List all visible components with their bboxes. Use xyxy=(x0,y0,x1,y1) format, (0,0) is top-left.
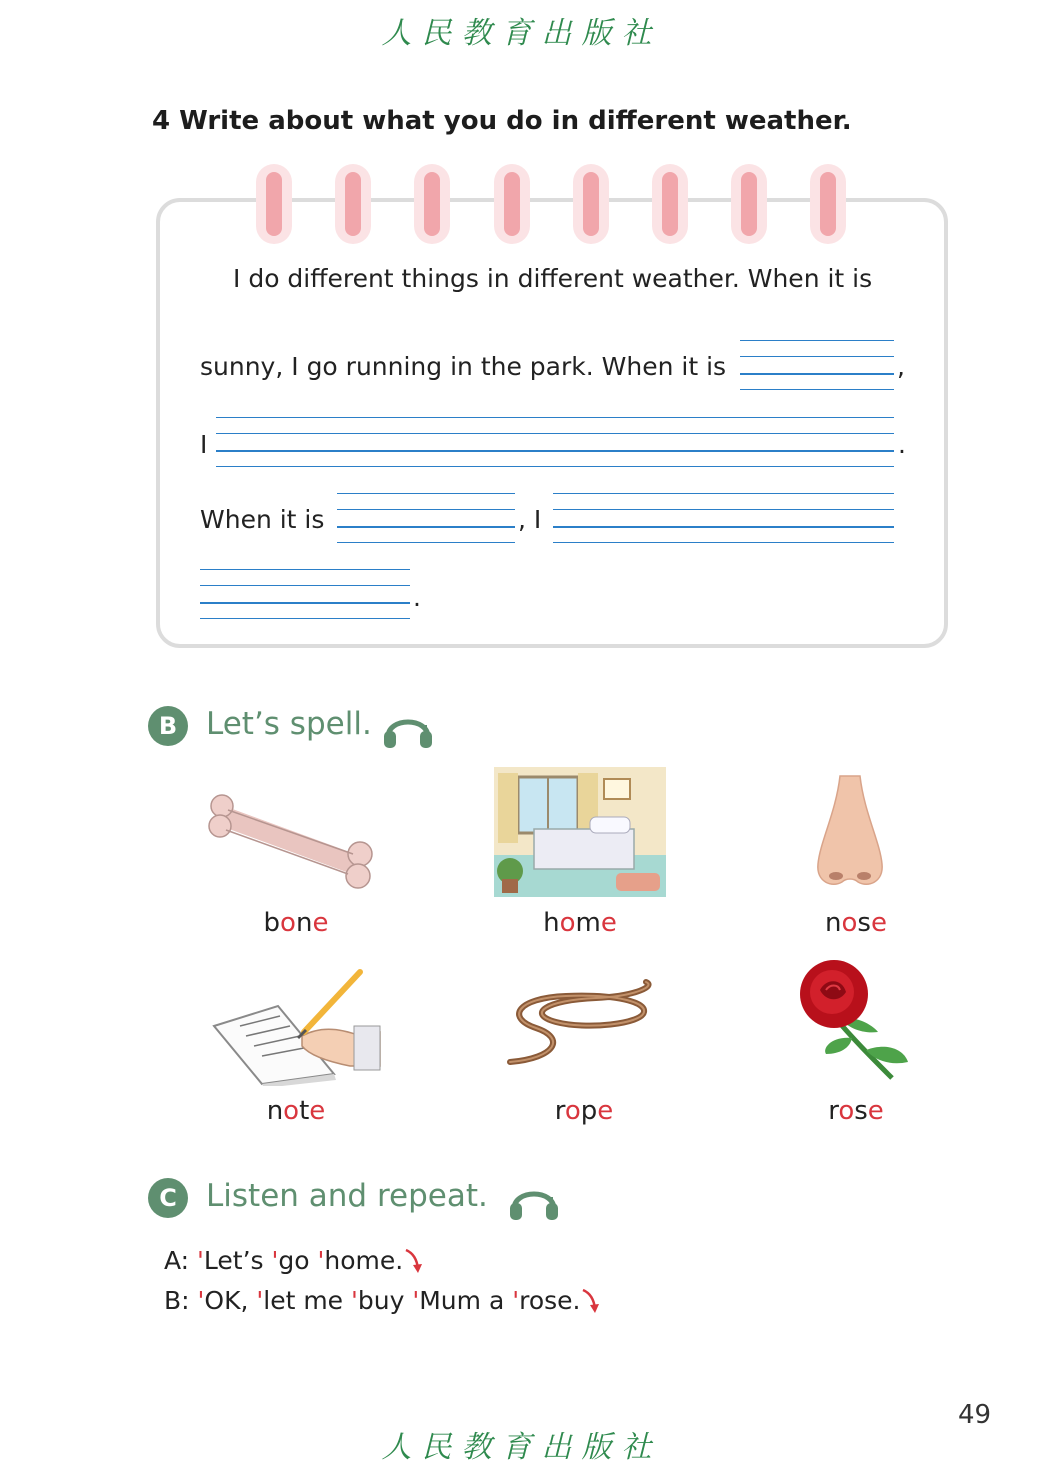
note-picture xyxy=(210,966,382,1086)
word-note: note xyxy=(266,1096,326,1126)
stress-mark: ' xyxy=(197,1286,205,1315)
section-b-badge: B xyxy=(148,706,188,746)
falling-intonation-icon xyxy=(580,1287,602,1315)
comma: , xyxy=(897,352,905,381)
period: . xyxy=(413,583,421,612)
writing-line-2: sunny, I go running in the park. When it is xyxy=(200,352,727,381)
word-home: home xyxy=(543,908,617,938)
answer-blank-activity-2-cont[interactable] xyxy=(200,569,410,619)
section-c-title: Listen and repeat. xyxy=(206,1178,488,1214)
page-number: 49 xyxy=(958,1400,992,1430)
notebook-ring xyxy=(494,164,530,244)
stress-mark: ' xyxy=(351,1286,358,1315)
stress-mark: ' xyxy=(197,1246,204,1275)
bedroom-picture xyxy=(494,767,666,897)
notebook-ring xyxy=(731,164,767,244)
notebook-ring xyxy=(652,164,688,244)
headphones-icon[interactable] xyxy=(508,1179,560,1221)
answer-blank-weather-1[interactable] xyxy=(740,340,894,390)
writing-line-3-start: I xyxy=(200,430,208,459)
falling-intonation-icon xyxy=(403,1247,425,1275)
headphones-icon[interactable] xyxy=(382,707,434,749)
answer-blank-activity-1[interactable] xyxy=(216,417,894,467)
word-rope: rope xyxy=(554,1096,614,1126)
writing-line-4-start: When it is xyxy=(200,505,325,534)
speaker: A: xyxy=(164,1246,190,1275)
stress-mark: ' xyxy=(412,1286,420,1315)
word-bone: bone xyxy=(263,908,329,938)
writing-line-1: I do different things in different weather. When it is xyxy=(233,264,873,293)
word-rose: rose xyxy=(828,1096,884,1126)
rope-picture xyxy=(496,978,664,1068)
publisher-logo-bottom: 人民教育出版社 xyxy=(381,1430,662,1465)
rose-picture xyxy=(792,958,916,1082)
word-nose: nose xyxy=(825,908,887,938)
stress-mark: ' xyxy=(271,1246,279,1275)
stress-mark: ' xyxy=(256,1286,264,1315)
period: . xyxy=(898,430,906,459)
notebook-ring xyxy=(335,164,371,244)
bone-picture xyxy=(208,790,378,890)
stress-mark: ' xyxy=(512,1286,520,1315)
notebook-ring xyxy=(573,164,609,244)
publisher-logo-top: 人民教育出版社 xyxy=(381,16,662,51)
dialog-line-a: A: 'Let’s 'go 'home. xyxy=(164,1246,425,1275)
section-b-title: Let’s spell. xyxy=(206,706,372,742)
answer-blank-weather-2[interactable] xyxy=(337,493,515,543)
speaker: B: xyxy=(164,1286,190,1315)
answer-blank-activity-2[interactable] xyxy=(553,493,894,543)
exercise-title: 4 Write about what you do in different weather. xyxy=(152,106,852,136)
notebook-ring xyxy=(256,164,292,244)
notebook-ring xyxy=(414,164,450,244)
stress-mark: ' xyxy=(317,1246,325,1275)
dialog-line-b: B: 'OK, 'let me 'buy 'Mum a 'rose. xyxy=(164,1286,602,1315)
nose-picture xyxy=(810,772,890,894)
writing-line-4-mid: , I xyxy=(518,505,542,534)
section-c-badge: C xyxy=(148,1178,188,1218)
notebook-ring xyxy=(810,164,846,244)
